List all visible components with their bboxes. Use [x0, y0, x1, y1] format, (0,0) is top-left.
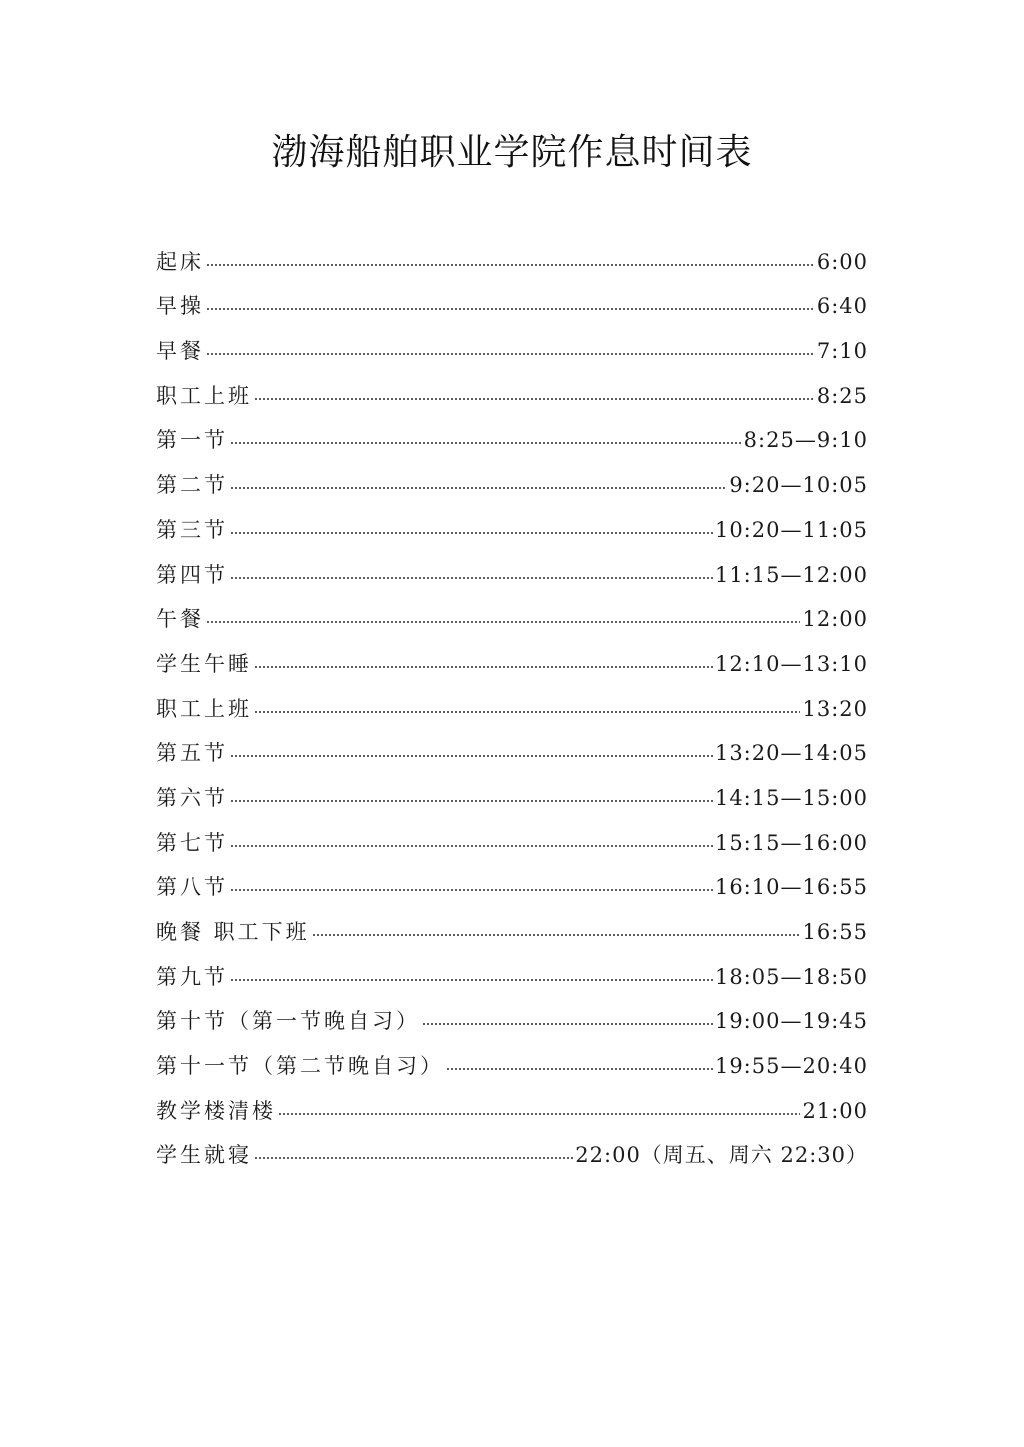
schedule-item-time: 7:10 [816, 339, 868, 364]
schedule-row [156, 630, 868, 675]
dot-leader [254, 664, 713, 670]
schedule-row [156, 228, 868, 273]
schedule-item-time: 6:40 [816, 294, 868, 319]
dot-leader [254, 396, 815, 402]
dot-leader [206, 351, 815, 357]
schedule-item-label: 教学楼清楼 [156, 1098, 276, 1123]
dot-leader [446, 1066, 713, 1072]
schedule-item-time: 19:00—19:45 [714, 1009, 868, 1034]
dot-leader [230, 530, 713, 536]
schedule-item-time: 16:55 [802, 920, 868, 944]
schedule-item-label: 学生就寝 [156, 1143, 252, 1168]
schedule-item-label: 第九节 [156, 964, 228, 989]
schedule-row [156, 720, 868, 765]
dot-leader [230, 843, 713, 849]
schedule-item-label: 第五节 [156, 741, 228, 766]
schedule-item-time: 18:05—18:50 [714, 964, 868, 989]
schedule-item-time: 12:00 [802, 607, 868, 632]
schedule-row [156, 362, 868, 407]
dot-leader [206, 306, 815, 312]
schedule-item-label: 第十节（第一节晚自习） [156, 1009, 420, 1034]
schedule-item-time: 14:15—15:00 [714, 785, 868, 810]
schedule-item-label: 起床 [156, 249, 204, 274]
dot-leader [254, 1155, 573, 1161]
schedule-item-time: 12:10—13:10 [714, 651, 868, 676]
schedule-row [156, 1122, 868, 1167]
schedule-item-label: 学生午睡 [156, 651, 252, 676]
schedule-item-label: 晚餐 职工下班 [156, 920, 310, 944]
dot-leader [230, 753, 713, 759]
schedule-item-time: 22:00（周五、周六 22:30） [575, 1143, 868, 1168]
schedule-item-label: 第三节 [156, 517, 228, 542]
schedule-row [156, 854, 868, 899]
schedule-row [156, 586, 868, 631]
dot-leader [254, 709, 800, 715]
schedule-list [156, 228, 868, 1166]
schedule-row [156, 273, 868, 318]
schedule-item-label: 第七节 [156, 830, 228, 855]
dot-leader [230, 485, 727, 491]
schedule-row [156, 317, 868, 362]
schedule-item-time: 15:15—16:00 [714, 830, 868, 855]
schedule-item-label: 职工上班 [156, 696, 252, 721]
schedule-row [156, 541, 868, 586]
schedule-row [156, 943, 868, 988]
schedule-row [156, 675, 868, 720]
schedule-row [156, 407, 868, 452]
schedule-item-label: 第六节 [156, 785, 228, 810]
dot-leader [278, 1111, 800, 1117]
schedule-item-label: 第四节 [156, 562, 228, 587]
schedule-item-label: 早操 [156, 294, 204, 319]
schedule-item-time: 8:25 [816, 383, 868, 408]
dot-leader [422, 1021, 713, 1027]
schedule-item-time: 6:00 [816, 249, 868, 274]
schedule-row [156, 898, 868, 943]
schedule-row [156, 764, 868, 809]
schedule-row [156, 1032, 868, 1077]
schedule-item-label: 职工上班 [156, 383, 252, 408]
schedule-row [156, 1077, 868, 1122]
schedule-item-label: 第十一节（第二节晚自习） [156, 1054, 444, 1079]
dot-leader [230, 798, 713, 804]
schedule-row [156, 988, 868, 1033]
schedule-item-label: 第八节 [156, 875, 228, 900]
dot-leader [206, 619, 800, 625]
dot-leader [230, 440, 742, 446]
schedule-item-time: 9:20—10:05 [729, 473, 868, 498]
dot-leader [230, 887, 713, 893]
schedule-row [156, 496, 868, 541]
schedule-item-time: 21:00 [802, 1098, 868, 1123]
schedule-item-label: 第一节 [156, 428, 228, 453]
dot-leader [206, 262, 815, 268]
schedule-item-label: 早餐 [156, 339, 204, 364]
schedule-item-label: 午餐 [156, 607, 204, 632]
dot-leader [312, 932, 801, 938]
schedule-item-time: 13:20—14:05 [714, 741, 868, 766]
schedule-item-time: 10:20—11:05 [714, 517, 868, 542]
schedule-item-time: 11:15—12:00 [714, 562, 868, 587]
dot-leader [230, 977, 713, 983]
schedule-item-time: 16:10—16:55 [714, 875, 868, 900]
schedule-item-time: 13:20 [802, 696, 868, 721]
schedule-item-time: 19:55—20:40 [714, 1054, 868, 1079]
page-title: 渤海船舶职业学院作息时间表 [271, 132, 753, 173]
schedule-row [156, 809, 868, 854]
schedule-item-label: 第二节 [156, 473, 228, 498]
schedule-item-time: 8:25—9:10 [743, 428, 868, 453]
dot-leader [230, 575, 713, 581]
schedule-row [156, 451, 868, 496]
